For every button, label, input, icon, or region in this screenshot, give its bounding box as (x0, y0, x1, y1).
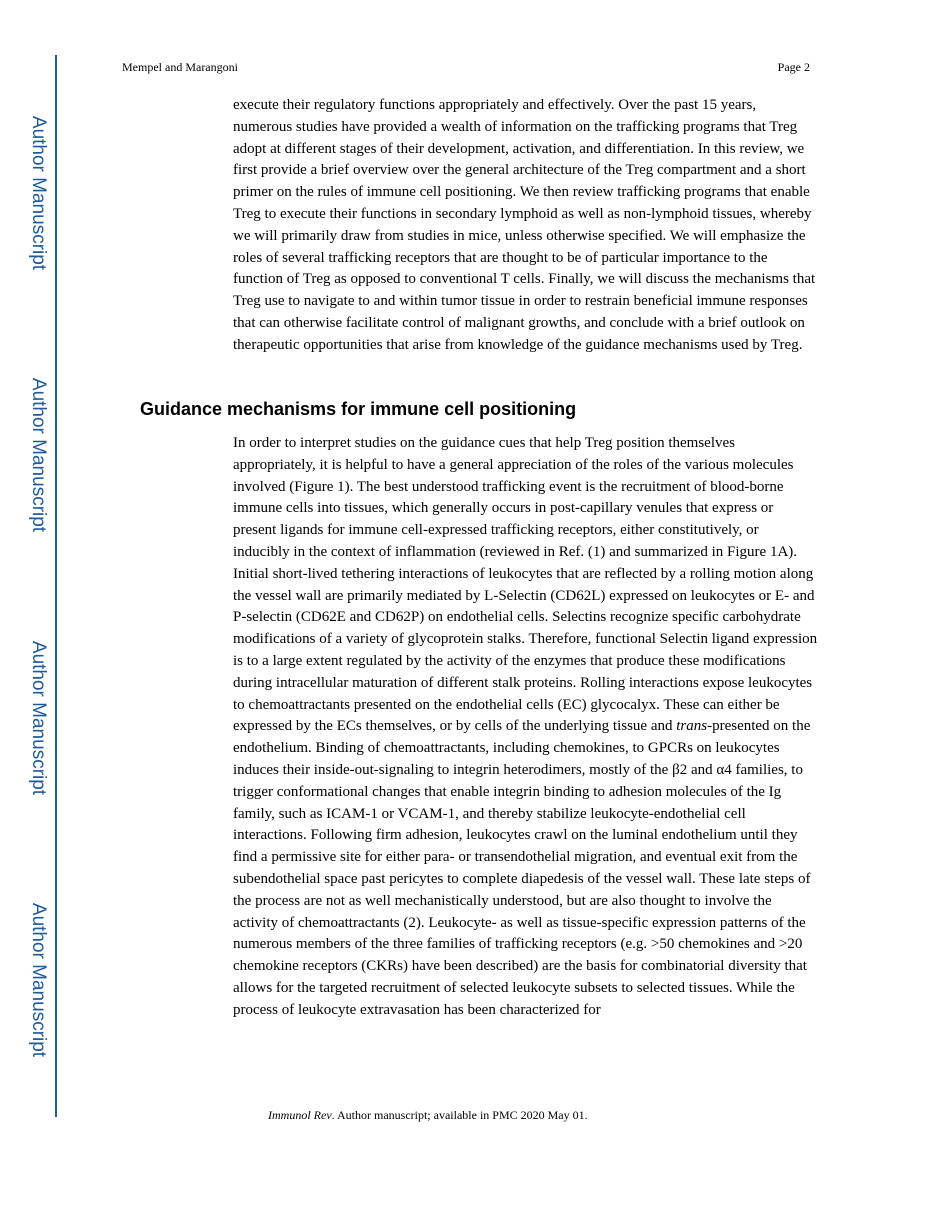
body-paragraph-guidance (233, 433, 818, 1022)
author-manuscript-label: Author Manuscript (28, 377, 49, 533)
author-manuscript-label: Author Manuscript (28, 640, 49, 796)
page-number: Page 2 (777, 60, 810, 74)
paragraph-text: -presented on the endothelium. Binding of chemoattractants, including chemokines, to GPCRs on leukocytes induces their inside-out-signaling to integrin heterodimers, mostly of the β2 and α4 families, to trigger conformational changes that enable integrin binding to adhesion molecules of the Ig family, such as ICAM-1 or VCAM-1, and thereby stabilize leukocyte-endothelial cell interactions. Following firm adhesion, leukocytes crawl on the luminal endothelium until they find a permissive site for either para- or transendothelial migration, and eventual exit from the subendothelial space past pericytes to complete diapedesis of the vessel wall. These late steps of the process are not as well mechanistically understood, but are also thought to involve the activity of chemoattractants (2). Leukocyte- as well as tissue-specific expression patterns of the numerous members of the three families of trafficking receptors (e.g. >50 chemokines and >20 chemokine receptors (CKRs) have been described) are the basis for combinatorial diversity that allows for the targeted recruitment of selected leukocyte subsets to selected tissues. While the process of leukocyte extravasation has been characterized for (233, 718, 811, 1018)
sidebar-rule (55, 55, 57, 1117)
page-footer (268, 1108, 588, 1123)
author-manuscript-label: Author Manuscript (28, 115, 49, 271)
footer-note: . Author manuscript; available in PMC 2020 May 01. (331, 1108, 588, 1122)
italic-term: trans (676, 718, 708, 735)
paragraph-text: In order to interpret studies on the guidance cues that help Treg position themselves appropriately, it is helpful to have a general appreciation of the roles of the various molecules involved (Figure 1). The best understood trafficking event is the recruitment of blood-borne immune cells into tissues, which generally occurs in post-capillary venules that express or present ligands for immune cell-expressed trafficking receptors, either constitutively, or inducibly in the context of inflammation (reviewed in Ref. (1) and summarized in Figure 1A). Initial short-lived tethering interactions of leukocytes that are reflected by a rolling motion along the vessel wall are primarily mediated by L-Selectin (CD62L) expressed on leukocytes or E- and P-selectin (CD62E and CD62P) on endothelial cells. Selectins recognize specific carbohydrate modifications of a variety of glycoprotein stalks. Therefore, functional Selectin ligand expression is to a large extent regulated by the activity of the enzymes that produce these modifications during intracellular maturation of different stalk proteins. Rolling interactions expose leukocytes to chemoattractants presented on the endothelial cells (EC) glycocalyx. These can either be expressed by the ECs themselves, or by cells of the underlying tissue and (233, 435, 818, 735)
body-paragraph-intro: execute their regulatory functions appropriately and effectively. Over the past 15 years, numerous studies have provided a wealth of information on the trafficking programs that Treg adopt at different stages of their development, activation, and differentiation. In this review, we first provide a brief overview over the general architecture of the Treg compartment and a short primer on the rules of immune cell positioning. We then review trafficking programs that enable Treg to execute their functions in secondary lymphoid as well as non-lymphoid tissues, whereby we will primarily draw from studies in mice, unless otherwise specified. We will emphasize the roles of several trafficking receptors that are thought to be of particular importance to the function of Treg as opposed to conventional T cells. Finally, we will discuss the mechanisms that Treg use to navigate to and within tumor tissue in order to restrain beneficial immune responses that can otherwise facilitate control of malignant growths, and conclude with a brief outlook on therapeutic opportunities that arise from knowledge of the guidance mechanisms used by Treg. (233, 97, 816, 353)
journal-name: Immunol Rev (268, 1108, 332, 1122)
running-header-authors: Mempel and Marangoni (122, 60, 238, 74)
author-manuscript-label: Author Manuscript (28, 902, 49, 1058)
section-heading: Guidance mechanisms for immune cell positioning (140, 399, 577, 419)
